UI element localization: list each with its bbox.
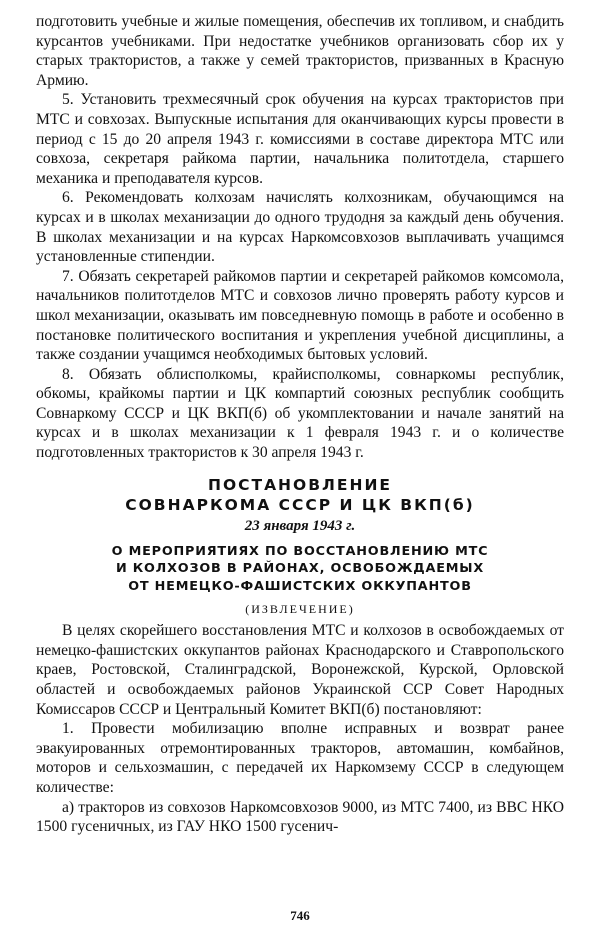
resolution-subject-line-3: ОТ НЕМЕЦКО-ФАШИСТСКИХ ОККУПАНТОВ bbox=[128, 578, 472, 594]
paragraph-item-6: 6. Рекомендовать колхозам начислять колхозникам, обучающимся на курсах и в школах механизации до одного трудодня за каждый день обучения. В школах механизации и на курсах Наркомсовхозов выплачивать учащимся установленные стипендии. bbox=[36, 189, 564, 266]
resolution-subject-line-1: О МЕРОПРИЯТИЯХ ПО ВОССТАНОВЛЕНИЮ МТС bbox=[111, 543, 489, 559]
extract-label: (ИЗВЛЕЧЕНИЕ) bbox=[245, 602, 355, 617]
paragraph-item-7: 7. Обязать секретарей райкомов партии и секретарей райкомов комсомола, начальников политотделов МТС и совхозов лично проверять работу курсов и школ механизации, оказывать им повседневную помощь в работе и особенно в постановке политического воспитания и укрепления учебной дисциплины, а также создании учащимся необходимых бытовых условий. bbox=[36, 267, 564, 364]
paragraph-item-1a: а) тракторов из совхозов Наркомсовхозов 9000, из МТС 7400, из ВВС НКО 1500 гусеничных, из ГАУ НКО 1500 гусенич- bbox=[36, 798, 564, 836]
resolution-title: ПОСТАНОВЛЕНИЕ bbox=[207, 475, 393, 494]
paragraph-item-5: 5. Установить трехмесячный срок обучения на курсах трактористов при МТС и совхозах. Выпускные испытания для оканчивающих курсы провести в период с 15 до 20 апреля 1943 г. комиссиями в составе директора МТС или совхоза, секретаря райкома партии, начальника политотдела, старшего механика и преподавателя курсов. bbox=[36, 91, 564, 187]
paragraph-item-1: 1. Провести мобилизацию вполне исправных и возврат ранее эвакуированных отремонтированных тракторов, автомашин, комбайнов, моторов и сельхозмашин, с передачей их Наркомзему СССР в следующем количестве: bbox=[36, 720, 564, 796]
paragraph-continuation: подготовить учебные и жилые помещения, обеспечив их топливом, и снабдить курсантов учебниками. При недостатке учебников организовать сбор их у старых трактористов, а также у семей трактористов, призванных в Красную Армию. bbox=[36, 13, 564, 89]
paragraph-preamble: В целях скорейшего восстановления МТС и колхозов в освобождаемых от немецко-фашистских оккупантов районах Краснодарского и Ставропольского краев, Ростовской, Сталинградской, Воронежской, Курской, Орловской областей и освобождаемых районов Украинской ССР Совет Народных Комиссаров СССР и Центральный Комитет ВКП(б) постановляют: bbox=[36, 622, 564, 718]
resolution-subject-line-2: И КОЛХОЗОВ В РАЙОНАХ, ОСВОБОЖДАЕМЫХ bbox=[115, 561, 485, 577]
resolution-date: 23 января 1943 г. bbox=[244, 517, 356, 534]
section-gap bbox=[36, 463, 564, 475]
resolution-issuer: СОВНАРКОМА СССР И ЦК ВКП(б) bbox=[125, 495, 475, 514]
paragraph-item-8: 8. Обязать облисполкомы, крайисполкомы, совнаркомы республик, обкомы, крайкомы партии и ЦК компартий союзных республик сообщить Совнаркому СССР и ЦК ВКП(б) об укомплектовании и начале занятий на курсах и в школах механизации к 1 февраля 1943 г. и о количестве подготовленных трактористов к 30 апреля 1943 г. bbox=[36, 365, 564, 462]
page-number: 746 bbox=[290, 908, 310, 923]
